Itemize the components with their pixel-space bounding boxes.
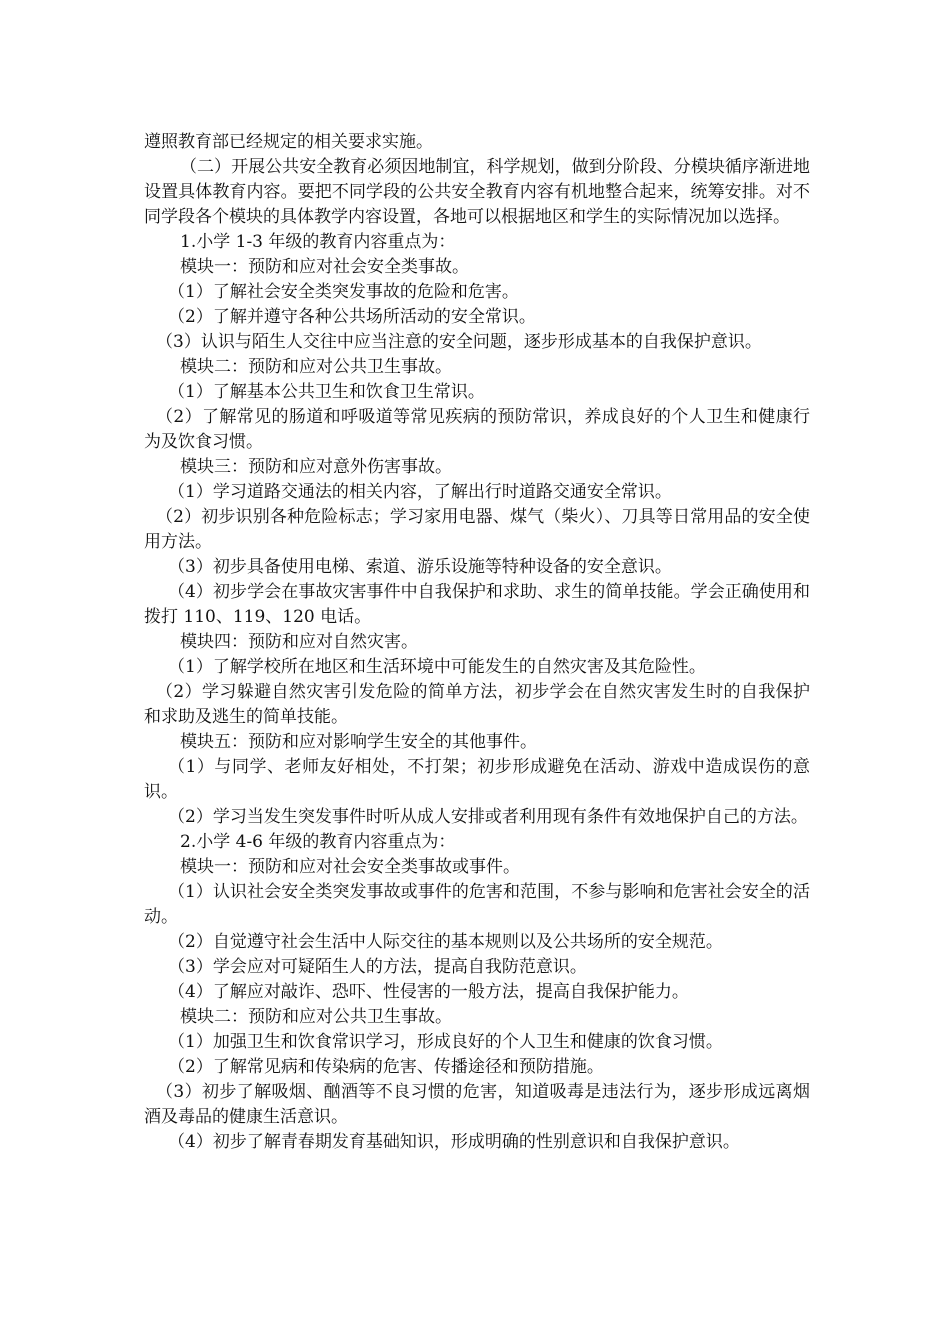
section-heading: 2.小学 4-6 年级的教育内容重点为： [180,832,456,852]
list-item: （1）了解基本公共卫生和饮食卫生常识。 [168,382,485,402]
list-item: （3）认识与陌生人交往中应当注意的安全问题，逐步形成基本的自我保护意识。 [156,332,762,352]
list-item: （2）学习当发生突发事件时听从成人安排或者利用现有条件有效地保护自己的方法。 [168,807,808,827]
list-item: （3）初步具备使用电梯、索道、游乐设施等特种设备的安全意识。 [168,557,672,577]
module-heading: 模块一：预防和应对社会安全类事故或事件。 [180,857,520,877]
list-item: （4）初步学会在事故灾害事件中自我保护和求助、求生的简单技能。学会正确使用和拨打 110、119、120 电话。 [144,582,810,627]
list-item: （1）了解学校所在地区和生活环境中可能发生的自然灾害及其危险性。 [168,657,706,677]
list-item: （2）初步识别各种危险标志；学习家用电器、煤气（柴火）、刀具等日常用品的安全使用方法。 [144,507,810,552]
module-heading: 模块二：预防和应对公共卫生事故。 [180,357,452,377]
module-heading: 模块三：预防和应对意外伤害事故。 [180,457,452,477]
module-heading: 模块一：预防和应对社会安全类事故。 [180,257,469,277]
list-item: （2）了解并遵守各种公共场所活动的安全常识。 [168,307,536,327]
list-item: （3）学会应对可疑陌生人的方法，提高自我防范意识。 [168,957,587,977]
list-item: （4）初步了解青春期发育基础知识，形成明确的性别意识和自我保护意识。 [168,1132,740,1152]
paragraph: 遵照教育部已经规定的相关要求实施。 [144,132,433,152]
list-item: （1）认识社会安全类突发事故或事件的危害和范围，不参与影响和危害社会安全的活动。 [144,882,810,927]
list-item: （2）自觉遵守社会生活中人际交往的基本规则以及公共场所的安全规范。 [168,932,723,952]
document-body [144,130,810,1155]
module-heading: 模块四：预防和应对自然灾害。 [180,632,418,652]
list-item: （2）了解常见的肠道和呼吸道等常见疾病的预防常识，养成良好的个人卫生和健康行为及饮食习惯。 [144,407,810,452]
paragraph: （二）开展公共安全教育必须因地制宜，科学规划，做到分阶段、分模块循序渐进地设置具体教育内容。要把不同学段的公共安全教育内容有机地整合起来，统筹安排。对不同学段各个模块的具体教学内容设置，各地可以根据地区和学生的实际情况加以选择。 [144,157,810,227]
list-item: （2）了解常见病和传染病的危害、传播途径和预防措施。 [168,1057,604,1077]
module-heading: 模块二：预防和应对公共卫生事故。 [180,1007,452,1027]
section-heading: 1.小学 1-3 年级的教育内容重点为： [180,232,456,252]
list-item: （2）学习躲避自然灾害引发危险的简单方法，初步学会在自然灾害发生时的自我保护和求助及逃生的简单技能。 [144,682,810,727]
list-item: （1）学习道路交通法的相关内容，了解出行时道路交通安全常识。 [168,482,672,502]
list-item: （1）了解社会安全类突发事故的危险和危害。 [168,282,519,302]
module-heading: 模块五：预防和应对影响学生安全的其他事件。 [180,732,537,752]
list-item: （1）加强卫生和饮食常识学习，形成良好的个人卫生和健康的饮食习惯。 [168,1032,723,1052]
list-item: （3）初步了解吸烟、酗酒等不良习惯的危害，知道吸毒是违法行为，逐步形成远离烟酒及毒品的健康生活意识。 [144,1082,810,1127]
list-item: （4）了解应对敲诈、恐吓、性侵害的一般方法，提高自我保护能力。 [168,982,689,1002]
list-item: （1）与同学、老师友好相处，不打架；初步形成避免在活动、游戏中造成误伤的意识。 [144,757,810,802]
